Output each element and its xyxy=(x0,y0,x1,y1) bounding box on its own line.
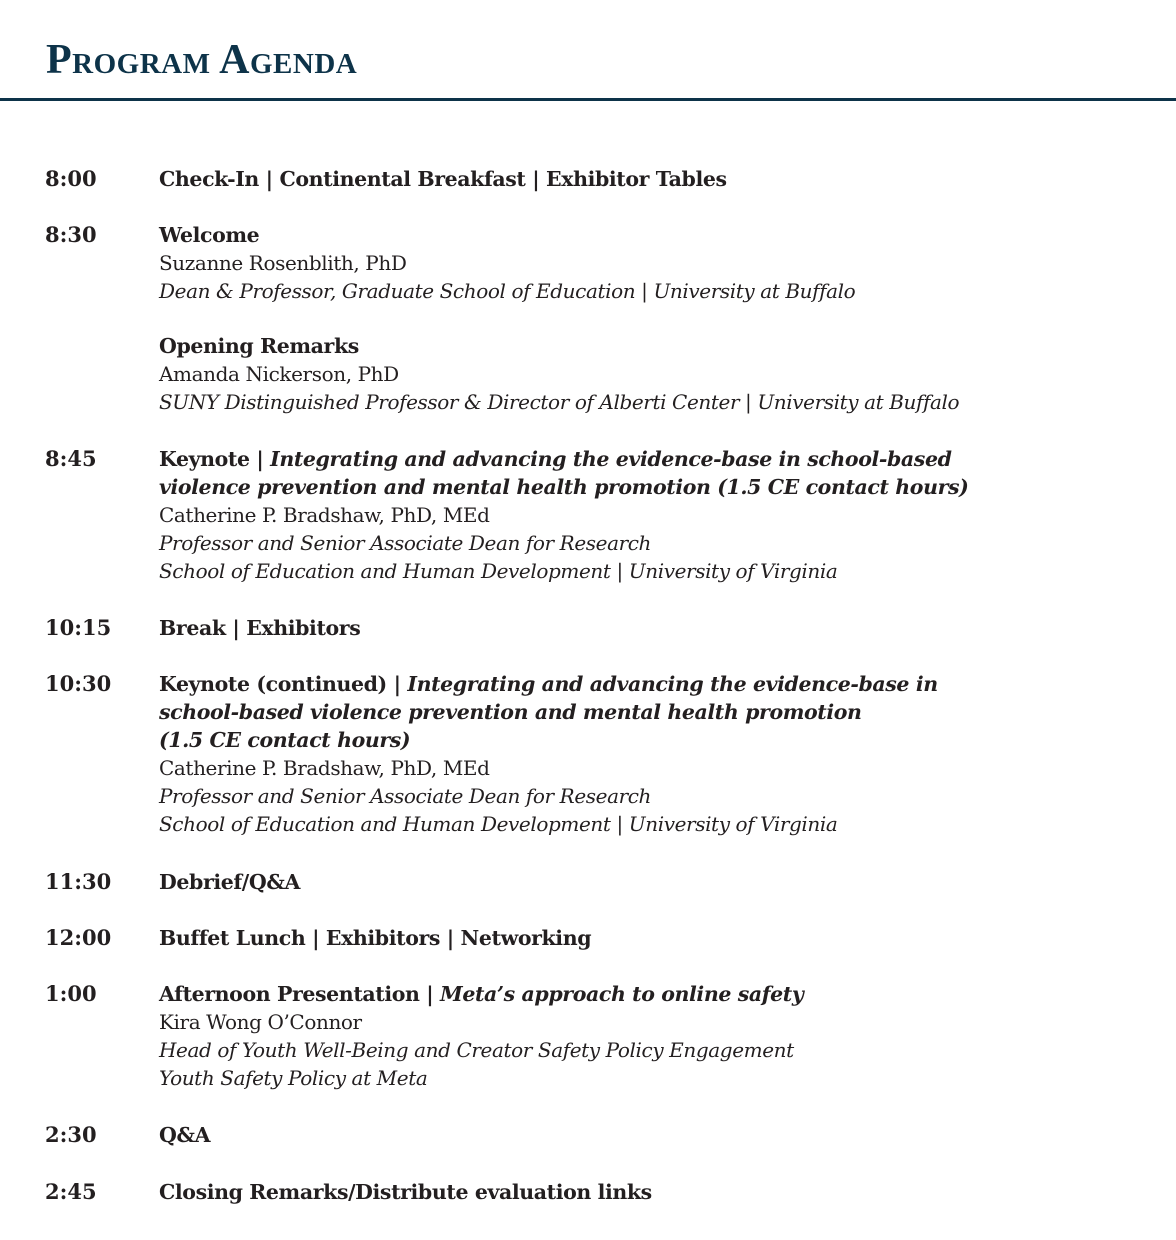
agenda-title: Keynote | xyxy=(159,447,271,471)
agenda-title: Welcome xyxy=(159,223,260,247)
page-title: Program Agenda xyxy=(46,37,358,83)
agenda-time: 8:30 xyxy=(45,222,97,247)
agenda-speaker: Catherine P. Bradshaw, PhD, MEd xyxy=(159,503,490,527)
agenda-time: 1:00 xyxy=(45,981,97,1006)
agenda-title: Keynote (continued) | xyxy=(159,672,408,696)
agenda-speaker: Suzanne Rosenblith, PhD xyxy=(159,251,407,275)
agenda-title: Opening Remarks xyxy=(159,334,359,358)
agenda-subtitle: (1.5 CE contact hours) xyxy=(159,728,411,752)
agenda-title: Closing Remarks/Distribute evaluation links xyxy=(159,1180,652,1204)
agenda-title: Debrief/Q&A xyxy=(159,870,300,894)
agenda-subtitle: Integrating and advancing the evidence-base in xyxy=(407,672,938,696)
agenda-time: 12:00 xyxy=(45,925,112,950)
agenda-subtitle: Integrating and advancing the evidence-base in school-based xyxy=(270,447,952,471)
agenda-title: Check-In | Continental Breakfast | Exhibitor Tables xyxy=(159,167,727,191)
agenda-time: 2:45 xyxy=(45,1179,97,1204)
agenda-speaker: Amanda Nickerson, PhD xyxy=(159,362,399,386)
agenda-affiliation: School of Education and Human Development | University of Virginia xyxy=(159,812,838,836)
agenda-title: Break | Exhibitors xyxy=(159,616,361,640)
agenda-time: 8:00 xyxy=(45,166,97,191)
agenda-affiliation: Youth Safety Policy at Meta xyxy=(159,1066,428,1090)
agenda-title: Afternoon Presentation | xyxy=(159,982,441,1006)
agenda-title: Q&A xyxy=(159,1123,211,1147)
agenda-time: 10:15 xyxy=(45,615,112,640)
agenda-time: 2:30 xyxy=(45,1122,97,1147)
agenda-affiliation: School of Education and Human Development | University of Virginia xyxy=(159,559,838,583)
page-header xyxy=(0,0,1176,102)
agenda-time: 11:30 xyxy=(45,869,112,894)
agenda-title: Buffet Lunch | Exhibitors | Networking xyxy=(159,926,592,950)
header-divider xyxy=(0,98,1176,101)
agenda-affiliation: Professor and Senior Associate Dean for Research xyxy=(159,784,652,808)
agenda-affiliation: SUNY Distinguished Professor & Director of Alberti Center | University at Buffalo xyxy=(159,390,960,414)
agenda-affiliation: Head of Youth Well-Being and Creator Safety Policy Engagement xyxy=(159,1038,794,1062)
agenda-time: 8:45 xyxy=(45,446,97,471)
agenda-time: 10:30 xyxy=(45,671,112,696)
agenda-speaker: Catherine P. Bradshaw, PhD, MEd xyxy=(159,756,490,780)
agenda-speaker: Kira Wong O’Connor xyxy=(159,1010,362,1034)
agenda-subtitle: violence prevention and mental health promotion (1.5 CE contact hours) xyxy=(159,475,969,499)
agenda-affiliation: Professor and Senior Associate Dean for Research xyxy=(159,531,652,555)
agenda-subtitle: Meta’s approach to online safety xyxy=(440,982,804,1006)
agenda-affiliation: Dean & Professor, Graduate School of Education | University at Buffalo xyxy=(159,279,856,303)
agenda-subtitle: school-based violence prevention and mental health promotion xyxy=(159,700,862,724)
